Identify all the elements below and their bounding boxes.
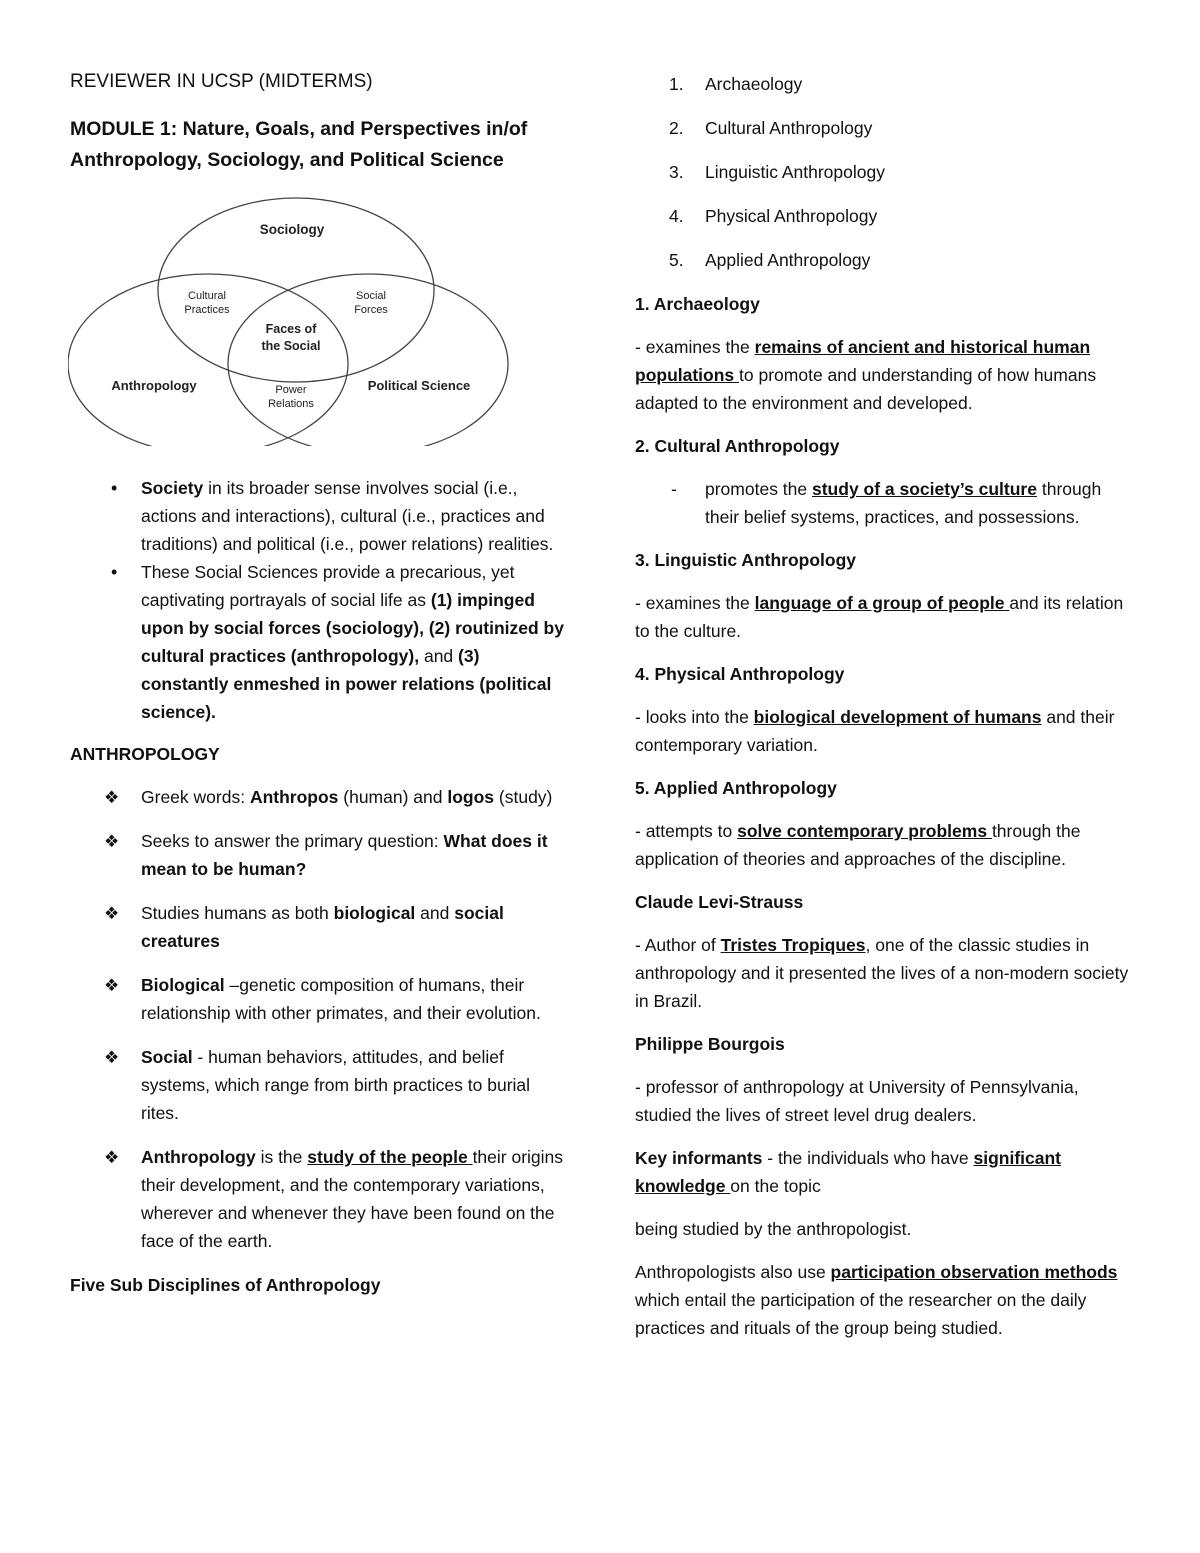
physical-description: - looks into the biological development of humans and their contemporary variation. <box>635 707 1115 755</box>
anthropology-label: Anthropology <box>111 378 197 393</box>
subdiscipline-item: 4. Physical Anthropology <box>669 206 878 226</box>
anthropology-item-greek: ❖ Greek words: Anthropos (human) and logos (study) <box>141 783 570 811</box>
subdiscipline-item: 5. Applied Anthropology <box>669 250 871 270</box>
five-sub-disciplines-heading: Five Sub Disciplines of Anthropology <box>70 1275 381 1295</box>
applied-description: - attempts to solve contemporary problems through the application of theories and approaches of the discipline. <box>635 821 1081 869</box>
levi-strauss-description: - Author of Tristes Tropiques, one of the classic studies in anthropology and it presented the lives of a non-modern society in Brazil. <box>635 935 1129 1011</box>
diamond-star-icon: ❖ <box>104 1148 120 1167</box>
anthropology-item-social: ❖ Social - human behaviors, attitudes, and belief systems, which range from birth practices to burial rites. <box>141 1043 570 1127</box>
bourgois-description: - professor of anthropology at University of Pennsylvania, studied the lives of street level drug dealers. <box>635 1077 1079 1125</box>
right-column <box>635 70 1135 1357</box>
anthropology-item-question: ❖ Seeks to answer the primary question: What does it mean to be human? <box>141 827 570 883</box>
cultural-practices-label-1: Cultural <box>188 290 226 302</box>
subdiscipline-item: 3. Linguistic Anthropology <box>669 162 885 182</box>
power-relations-label-2: Relations <box>268 398 314 410</box>
archaeology-description: - examines the remains of ancient and historical human populations to promote and understanding of how humans adapted to the environment and developed. <box>635 337 1097 413</box>
diamond-star-icon: ❖ <box>104 976 120 995</box>
subdisciplines-list <box>635 70 1135 274</box>
cultural-practices-label-2: Practices <box>184 304 230 316</box>
social-forces-label-1: Social <box>356 290 386 302</box>
bullet-social-sciences: • These Social Sciences provide a precarious, yet captivating portrayals of social life as (1) impinged upon by social forces (sociology), (2) routinized by cultural practices (anthropology), and (3) constantly enmeshed in power relations (political science). <box>141 558 570 726</box>
left-column <box>70 68 570 1314</box>
cultural-description: - promotes the study of a society’s culture through their belief systems, practices, and possessions. <box>671 479 1102 527</box>
document-title: REVIEWER IN UCSP (MIDTERMS) <box>70 71 373 92</box>
subdiscipline-item: 1. Archaeology <box>669 74 803 94</box>
social-forces-label-2: Forces <box>354 304 388 316</box>
diamond-star-icon: ❖ <box>104 904 120 923</box>
venn-diagram <box>68 196 513 446</box>
cultural-heading: 2. Cultural Anthropology <box>635 436 840 456</box>
society-bullet-list <box>70 474 570 726</box>
anthropology-heading: ANTHROPOLOGY <box>70 744 220 764</box>
applied-heading: 5. Applied Anthropology <box>635 778 837 798</box>
physical-heading: 4. Physical Anthropology <box>635 664 845 684</box>
anthropology-item-studies: ❖ Studies humans as both biological and social creatures <box>141 899 570 955</box>
anthropology-item-definition: ❖ Anthropology is the study of the people their origins their development, and the contemporary variations, wherever and whenever they have been found on the face of the earth. <box>141 1143 570 1255</box>
bullet-society: • Society in its broader sense involves social (i.e., actions and interactions), cultural (i.e., practices and traditions) and political (i.e., power relations) realities. <box>141 474 570 558</box>
archaeology-heading: 1. Archaeology <box>635 294 760 314</box>
module-heading: MODULE 1: Nature, Goals, and Perspectives in/of Anthropology, Sociology, and Political Science <box>70 118 528 171</box>
linguistic-heading: 3. Linguistic Anthropology <box>635 550 857 570</box>
levi-strauss-heading: Claude Levi-Strauss <box>635 892 804 912</box>
participation-observation-text: Anthropologists also use participation observation methods which entail the participation of the researcher on the daily practices and rituals of the group being studied. <box>635 1262 1118 1338</box>
diamond-star-icon: ❖ <box>104 832 120 851</box>
anthropology-list <box>70 783 570 1255</box>
diamond-star-icon: ❖ <box>104 1048 120 1067</box>
bourgois-heading: Philippe Bourgois <box>635 1034 785 1054</box>
faces-of-social-label-1: Faces of <box>265 322 317 336</box>
diamond-star-icon: ❖ <box>104 788 120 807</box>
anthropology-item-biological: ❖ Biological –genetic composition of humans, their relationship with other primates, and their evolution. <box>141 971 570 1027</box>
sociology-label: Sociology <box>259 222 325 237</box>
key-informants-definition: Key informants - the individuals who have significant knowledge on the topic <box>635 1148 1061 1196</box>
linguistic-description: - examines the language of a group of people and its relation to the culture. <box>635 593 1124 641</box>
political-science-label: Political Science <box>367 378 471 393</box>
power-relations-label-1: Power <box>275 384 307 396</box>
subdiscipline-item: 2. Cultural Anthropology <box>669 118 873 138</box>
being-studied-text: being studied by the anthropologist. <box>635 1219 912 1239</box>
faces-of-social-label-2: the Social <box>261 339 321 353</box>
